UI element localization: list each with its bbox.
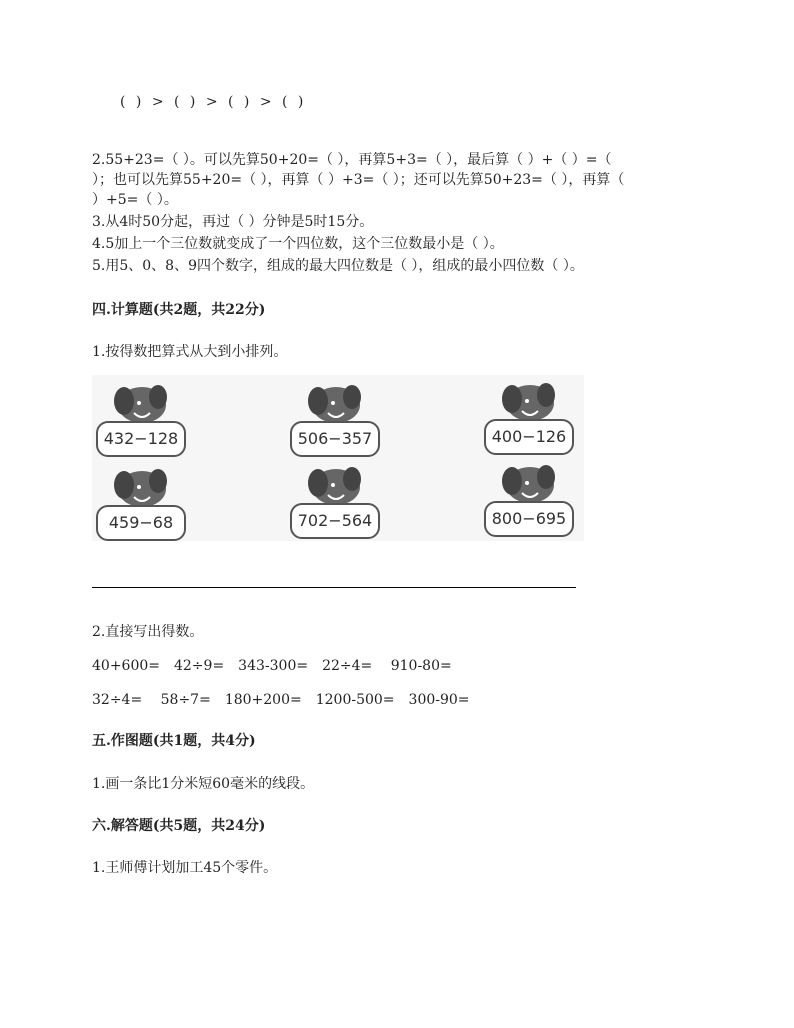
section-6-question-1: 1.王师傅计划加工45个零件。 [92,860,278,876]
section-4-question-1: 1.按得数把算式从大到小排列。 [92,344,288,360]
question-2-line-3: ）+5=（ ）。 [92,192,178,208]
dog-card [288,379,388,459]
dog-card [94,379,194,459]
question-3: 3.从4时50分起，再过（ ）分钟是5时15分。 [92,214,374,230]
question-2-line-1: 2.55+23=（ ）。可以先算50+20=（ ），再算5+3=（ ），最后算（ ）+（ ）=（ [92,152,612,168]
section-5-question-1: 1.画一条比1分米短60毫米的线段。 [92,776,315,792]
dog-card [482,459,582,539]
ordering-blanks: ( ) > ( ) > ( ) > ( ) [120,94,304,110]
answer-line [92,587,576,588]
expression-card: 432−128 [96,421,186,457]
expression-card: 459−68 [96,505,186,541]
expression-card: 800−695 [484,501,574,537]
question-5: 5.用5、0、8、9四个数字，组成的最大四位数是（ ），组成的最小四位数（ ）。 [92,258,584,274]
section-4-question-2: 2.直接写出得数。 [92,624,204,640]
section-5-heading: 五.作图题(共1题，共4分) [92,733,256,749]
expression-card: 506−357 [290,421,380,457]
expression-card: 702−564 [290,503,380,539]
dog-card [288,461,388,541]
dog-cards-panel [92,375,584,541]
dog-card [482,377,582,457]
question-4: 4.5加上一个三位数就变成了一个四位数，这个三位数最小是（ ）。 [92,236,504,252]
section-6-heading: 六.解答题(共5题，共24分) [92,818,266,834]
mental-math-row-1: 40+600= 42÷9= 343-300= 22÷4= 910-80= [92,658,452,674]
expression-card: 400−126 [484,419,574,455]
mental-math-row-2: 32÷4= 58÷7= 180+200= 1200-500= 300-90= [92,692,470,708]
section-4-heading: 四.计算题(共2题，共22分) [92,302,266,318]
question-2-line-2: ）；也可以先算55+20=（ ），再算（ ）+3=（ ）；还可以先算50+23=（ ），再算（ [92,172,625,188]
dog-card [94,463,194,543]
